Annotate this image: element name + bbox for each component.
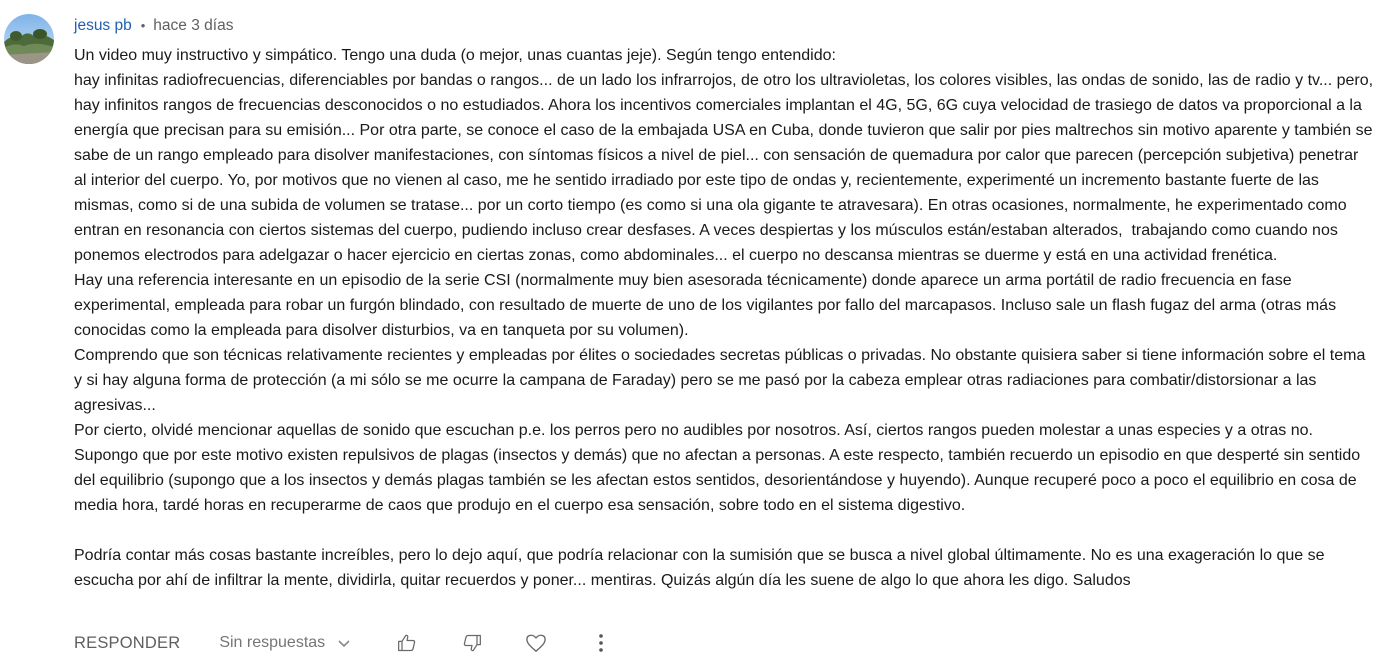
- chevron-down-icon: [337, 636, 351, 650]
- comment-paragraph: Comprendo que son técnicas relativamente recientes y empleadas por élites o sociedades secretas públicas o privadas. No obstante quisiera saber si tiene información sobre el tema y si hay alguna forma de protección (a mi sólo se me ocurre la campana de Faraday) pero se me pasó por la cabeza emplear otras radiaciones para combatir/distorsionar a las agresivas...: [74, 347, 1370, 414]
- reply-button[interactable]: RESPONDER: [74, 633, 181, 652]
- comment-paragraph: Hay una referencia interesante en un episodio de la serie CSI (normalmente muy bien asesorada técnicamente) donde aparece un arma portátil de radio frecuencia en fase experimental, empleada para robar un furgón blindado, con resultado de muerte de uno de los vigilantes por fallo del marcapasos. Incluso sale un flash fugaz del arma (otras más conocidas como la empleada para disolver disturbios, va en tanqueta por su volumen).: [74, 272, 1341, 339]
- comment-paragraph: hay infinitas radiofrecuencias, diferenciables por bandas o rangos... de un lado los infrarrojos, de otro los ultravioletas, los colores visibles, las ondas de sonido, las de radio y tv... pero, hay infinitos rangos de frecuencias desconocidos o no estudiados. Ahora los incentivos comerciales implantan el 4G, 5G, 6G cuya velocidad de trasiego de datos va proporcional a la energía que precisan para su emisión... Por otra parte, se conoce el caso de la embajada USA en Cuba, donde tuvieron que salir por pies maltrechos sin motivo aparente y también se sabe de un rango empleado para disolver manifestaciones, con síntomas físicos a nivel de piel... con sensación de quemadura por calor que parecen (percepción subjetiva) penetrar al interior del cuerpo. Yo, por motivos que no vienen al caso, me he sentido irradiado por este tipo de ondas y, recientemente, experimenté un incremento bastante fuerte de las mismas, como si de una subida de volumen se tratase... por un corto tiempo (es como si una ola gigante te atravesara). En otras ocasiones, normalmente, he experimentado como entran en resonancia con ciertos sistemas del cuerpo, pudiendo incluso crear desfases. A veces despiertas y los músculos están/estaban alterados, trabajando como cuando nos ponemos electrodos para adelgazar o hacer ejercicio en ciertas zonas, como abdominales... el cuerpo no descansa mientras se duerme y está en una actividad frenética.: [74, 72, 1378, 264]
- thumb-up-icon[interactable]: [397, 633, 417, 653]
- heart-icon[interactable]: [525, 633, 547, 653]
- comment-paragraph: Por cierto, olvidé mencionar aquellas de sonido que escuchan p.e. los perros pero no audibles por nosotros. Así, ciertos rangos pueden molestar a unas especies y a otras no. Supongo que por este motivo existen repulsivos de plagas (insectos y demás) que no afectan a personas. A este respecto, también recuerdo un episodio en que desperté sin sentido del equilibrio (supongo que a los insectos y demás plagas también se les afectan estos sentidos, desorientándose y huyendo). Aunque recuperé poco a poco el equilibrio en cosa de media hora, tardé horas en recuperarme de caos que produjo en el cuerpo esa sensación, sobre todo en el sistema digestivo.: [74, 422, 1365, 514]
- more-vert-icon[interactable]: [598, 633, 604, 653]
- comment-paragraph: Podría contar más cosas bastante increíbles, pero lo dejo aquí, que podría relacionar con la sumisión que se busca a nivel global últimamente. No es una exageración lo que se escucha por ahí de infiltrar la mente, dividirla, quitar recuerdos y poner... mentiras. Quizás algún día les suene de algo lo que ahora les digo. Saludos: [74, 547, 1329, 589]
- comment-body: [74, 43, 1378, 593]
- avatar[interactable]: [4, 14, 54, 64]
- separator-dot: •: [140, 18, 146, 33]
- replies-toggle[interactable]: [219, 634, 351, 652]
- comment-actions: [74, 629, 604, 657]
- paragraph-spacer: [74, 518, 1374, 543]
- thumb-down-icon[interactable]: [462, 633, 482, 653]
- comment-paragraph: Un video muy instructivo y simpático. Tengo una duda (o mejor, unas cuantas jeje). Según tengo entendido:: [74, 47, 836, 64]
- replies-label: Sin respuestas: [219, 634, 326, 651]
- comment-header: [74, 15, 233, 37]
- comment-timestamp[interactable]: hace 3 días: [153, 17, 234, 34]
- author-name[interactable]: jesus pb: [74, 17, 132, 34]
